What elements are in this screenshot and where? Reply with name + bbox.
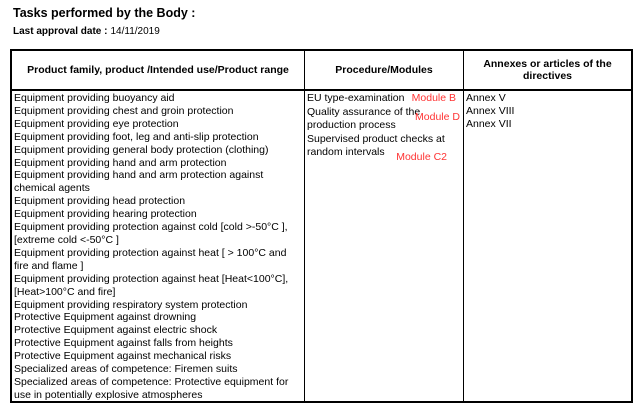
product-family-item: Equipment providing hand and arm protection bbox=[14, 156, 227, 169]
module-label: Module D bbox=[415, 110, 460, 123]
product-family-item: Protective Equipment against mechanical risks bbox=[14, 350, 232, 363]
procedure-text: Quality assurance of the production process bbox=[307, 105, 421, 131]
product-family-item: Equipment providing head protection bbox=[14, 195, 186, 208]
procedure-item bbox=[307, 92, 461, 105]
approval-date-value: 14/11/2019 bbox=[110, 26, 160, 37]
header-procedure-modules: Procedure/Modules bbox=[305, 51, 464, 91]
product-family-item: Equipment providing foot, leg and anti-slip protection bbox=[14, 130, 259, 143]
product-family-item: Equipment providing protection against heat [Heat<100°C], [Heat>100°C and fire] bbox=[14, 272, 289, 298]
product-family-item: Specialized areas of competence: Protective equipment for use in potentially explosive atmospheres bbox=[14, 375, 289, 401]
product-family-item: Specialized areas of competence: Firemen suits bbox=[14, 363, 238, 376]
annex-item: Annex VII bbox=[466, 117, 512, 130]
product-family-cell bbox=[12, 91, 305, 401]
product-family-item: Equipment providing chest and groin protection bbox=[14, 104, 234, 117]
product-family-item: Equipment providing hearing protection bbox=[14, 208, 197, 221]
module-label: Module C2 bbox=[396, 150, 447, 163]
product-family-item: Equipment providing respiratory system protection bbox=[14, 298, 248, 311]
header-product-family: Product family, product /Intended use/Product range bbox=[12, 51, 305, 91]
module-label: Module B bbox=[411, 92, 456, 104]
procedure-item bbox=[307, 132, 461, 163]
approval-date-label: Last approval date : bbox=[13, 26, 108, 37]
annexes-cell bbox=[464, 91, 631, 401]
product-family-item: Protective Equipment against drowning bbox=[14, 311, 197, 324]
product-family-item: Protective Equipment against electric shock bbox=[14, 324, 218, 337]
tasks-table bbox=[10, 49, 633, 403]
procedure-text: Supervised product checks at random intervals bbox=[307, 132, 445, 158]
page-title: Tasks performed by the Body : bbox=[13, 6, 196, 20]
annex-item: Annex V bbox=[466, 92, 506, 104]
product-family-item: Equipment providing protection against heat [ > 100°C and fire and flame ] bbox=[14, 246, 287, 272]
procedures-cell bbox=[305, 91, 464, 401]
procedure-text: EU type-examination bbox=[307, 92, 405, 104]
procedure-item bbox=[307, 106, 461, 132]
product-family-item: Equipment providing general body protection (clothing) bbox=[14, 143, 269, 156]
product-family-item: Protective Equipment against falls from heights bbox=[14, 337, 233, 350]
product-family-item: Equipment providing protection against cold [cold >-50°C ], [extreme cold <-50°C ] bbox=[14, 221, 288, 246]
annex-item: Annex VIII bbox=[466, 104, 515, 117]
product-family-item: Equipment providing buoyancy aid bbox=[14, 92, 175, 104]
approval-date-line bbox=[13, 26, 160, 37]
product-family-item: Equipment providing hand and arm protection against chemical agents bbox=[14, 169, 264, 195]
header-annexes: Annexes or articles of the directives bbox=[464, 51, 631, 91]
product-family-item: Equipment providing eye protection bbox=[14, 117, 179, 130]
